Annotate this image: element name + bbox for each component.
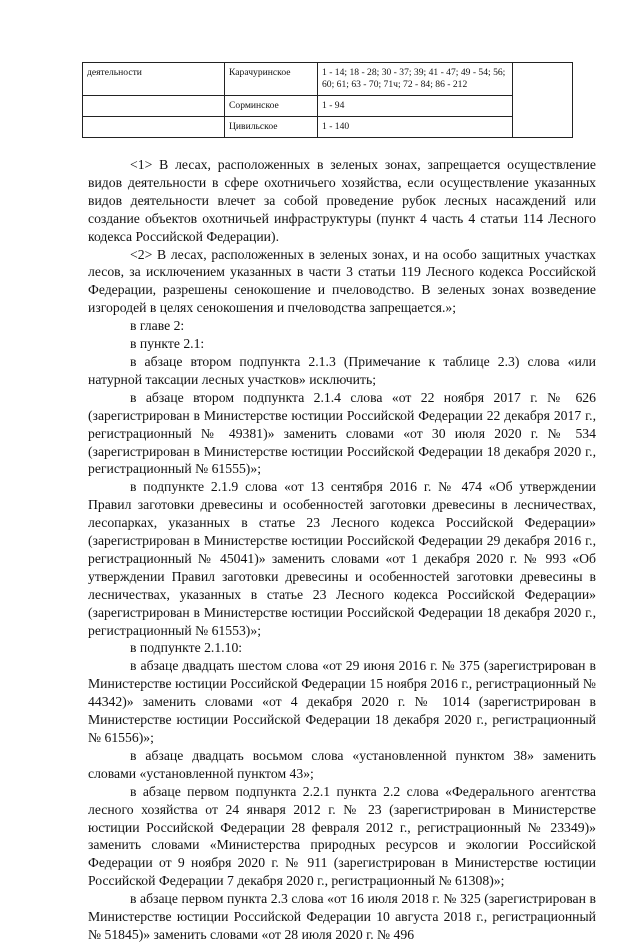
forestry-cell: Сорминское <box>225 96 318 117</box>
forest-zones-table <box>82 62 573 138</box>
table-row <box>83 117 573 138</box>
footnote-1: <1> В лесах, расположенных в зеленых зонах, запрещается осуществление видов деятельности в сфере охотничьего хозяйства, если осуществление указанных видов деятельности влечет за собой проведение рубок лесных насаждений или создание объектов охотничьей инфраструктуры (пункт 4 часть 4 статьи 114 Лесного кодекса Российской Федерации). <box>88 157 596 244</box>
paragraph: в абзаце втором подпункта 2.1.3 (Примечание к таблице 2.3) слова «или натурной таксации лесных участков» исключить; <box>88 353 596 387</box>
activity-cell <box>83 117 225 138</box>
paragraph: в подпункте 2.1.9 слова «от 13 сентября 2016 г. № 474 «Об утверждении Правил заготовки древесины и особенностей заготовки древесины в лесничествах, лесопарках, указанных в статье 23 Лесного кодекса Российской Федерации» (зарегистрирован в Министерстве юстиции Российской Федерации 29 декабря 2016 г., регистрационный № 45041)» заменить словами «от 1 декабря 2020 г. № 993 «Об утверждении Правил заготовки древесины и особенностей заготовки древесины в лесничествах, указанных в статье 23 Лесного кодекса Российской Федерации» (зарегистрирован в Министерстве юстиции Российской Федерации 18 декабря 2020 г., регистрационный № 61553)»; <box>88 479 596 638</box>
footnote-2: <2> В лесах, расположенных в зеленых зонах, и на особо защитных участках лесов, за исключением указанных в части 3 статьи 119 Лесного кодекса Российской Федерации, разрешены сенокошение и пчеловодство. В зеленых зонах возведение изгородей в целях сенокошения и пчеловодства запрещается.»; <box>88 246 596 316</box>
paragraph: в абзаце втором подпункта 2.1.4 слова «от 22 ноября 2017 г. № 626 (зарегистрирован в Министерстве юстиции Российской Федерации 22 декабря 2017 г., регистрационный № 49381)» заменить словами «от 30 июля 2020 г. № 534 (зарегистрирован в Министерстве юстиции Российской Федерации 18 декабря 2020 г., регистрационный № 61555)»; <box>88 389 596 477</box>
forestry-cell: Цивильское <box>225 117 318 138</box>
quarters-cell: 1 - 140 <box>318 117 513 138</box>
activity-cell <box>83 96 225 117</box>
document-body <box>88 156 596 944</box>
table-row <box>83 63 573 96</box>
paragraph: в пункте 2.1: <box>130 336 205 352</box>
quarters-cell: 1 - 14; 18 - 28; 30 - 37; 39; 41 - 47; 49 - 54; 56; 60; 61; 63 - 70; 71ч; 72 - 84; 86 - 212 <box>318 63 513 96</box>
quarters-cell: 1 - 94 <box>318 96 513 117</box>
paragraph: в абзаце двадцать шестом слова «от 29 июня 2016 г. № 375 (зарегистрирован в Министерстве юстиции Российской Федерации 15 ноября 2016 г., регистрационный № 44342)» заменить словами «от 4 декабря 2020 г. № 1014 (зарегистрирован в Министерстве юстиции Российской Федерации 18 декабря 2020 г., регистрационный № 61556)»; <box>88 658 596 745</box>
paragraph: в подпункте 2.1.10: <box>130 640 243 656</box>
extra-cell <box>513 63 573 138</box>
paragraph: в абзаце первом подпункта 2.2.1 пункта 2.2 слова «Федерального агентства лесного хозяйства от 24 января 2012 г. № 23 (зарегистрирован в Министерстве юстиции Российской Федерации 28 февраля 2012 г., регистрационный № 23349)» заменить словами «Министерства природных ресурсов и экологии Российской Федерации от 9 ноября 2020 г. № 911 (зарегистрирован в Министерстве юстиции Российской Федерации 7 декабря 2020 г., регистрационный № 61308)»; <box>88 783 596 889</box>
forestry-cell: Карачуринское <box>225 63 318 96</box>
table-row <box>83 96 573 117</box>
paragraph: в абзаце двадцать восьмом слова «установленной пунктом 38» заменить словами «установленной пунктом 43»; <box>88 747 596 781</box>
paragraph: в главе 2: <box>130 318 185 334</box>
activity-cell: деятельности <box>83 63 225 96</box>
paragraph: в абзаце первом пункта 2.3 слова «от 16 июля 2018 г. № 325 (зарегистрирован в Министерстве юстиции Российской Федерации 10 августа 2018 г., регистрационный № 51845)» заменить словами «от 28 июля 2020 г. № 496 <box>88 891 596 942</box>
